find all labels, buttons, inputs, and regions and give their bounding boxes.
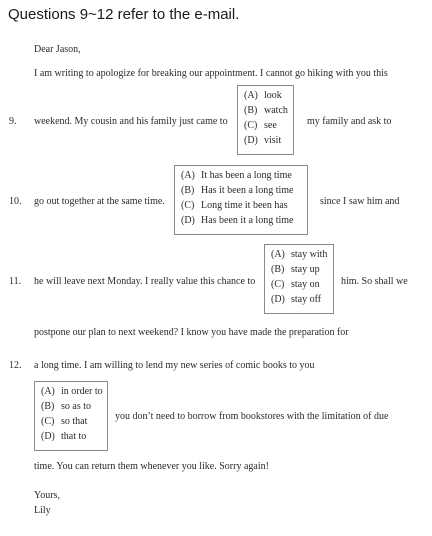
- email-line: weekend. My cousin and his family just came to: [34, 116, 228, 127]
- email-line: go out together at the same time.: [34, 196, 165, 207]
- email-line: I am writing to apologize for breaking our appointment. I cannot go hiking with you this: [34, 68, 388, 79]
- answer-option[interactable]: (A) stay with: [271, 249, 328, 260]
- answer-options-box: [237, 85, 294, 155]
- answer-option[interactable]: (A) look: [244, 90, 282, 101]
- email-line: my family and ask to: [307, 116, 392, 127]
- answer-option[interactable]: (D) that to: [41, 431, 87, 442]
- email-line: him. So shall we: [341, 276, 408, 287]
- answer-option[interactable]: (B) stay up: [271, 264, 320, 275]
- email-line: since I saw him and: [320, 196, 400, 207]
- answer-option[interactable]: (C) stay on: [271, 279, 320, 290]
- question-number: 11.: [9, 276, 22, 287]
- email-line: postpone our plan to next weekend? I know you have made the preparation for: [34, 327, 349, 338]
- answer-option[interactable]: (D) Has been it a long time: [181, 215, 294, 226]
- answer-option[interactable]: (C) so that: [41, 416, 88, 427]
- greeting: Dear Jason,: [34, 44, 81, 55]
- answer-option[interactable]: (D) stay off: [271, 294, 322, 305]
- question-number: 10.: [9, 196, 22, 207]
- answer-option[interactable]: (B) so as to: [41, 401, 91, 412]
- answer-option[interactable]: (C) see: [244, 120, 277, 131]
- answer-option[interactable]: (D) visit: [244, 135, 282, 146]
- answer-options-box: [264, 244, 334, 314]
- page-title: Questions 9~12 refer to the e-mail.: [8, 6, 240, 23]
- signature: Lily: [34, 505, 51, 516]
- closing: Yours,: [34, 490, 60, 501]
- answer-option[interactable]: (B) watch: [244, 105, 288, 116]
- answer-option[interactable]: (A) It has been a long time: [181, 170, 292, 181]
- answer-option[interactable]: (A) in order to: [41, 386, 103, 397]
- question-number: 12.: [9, 360, 22, 371]
- email-line: he will leave next Monday. I really value this chance to: [34, 276, 256, 287]
- email-line: time. You can return them whenever you like. Sorry again!: [34, 461, 269, 472]
- answer-option[interactable]: (C) Long time it been has: [181, 200, 288, 211]
- question-number: 9.: [9, 116, 17, 127]
- answer-options-box: [174, 165, 308, 235]
- answer-options-box: [34, 381, 108, 451]
- answer-option[interactable]: (B) Has it been a long time: [181, 185, 294, 196]
- email-line: a long time. I am willing to lend my new series of comic books to you: [34, 360, 315, 371]
- email-line: you don’t need to borrow from bookstores with the limitation of due: [115, 411, 389, 422]
